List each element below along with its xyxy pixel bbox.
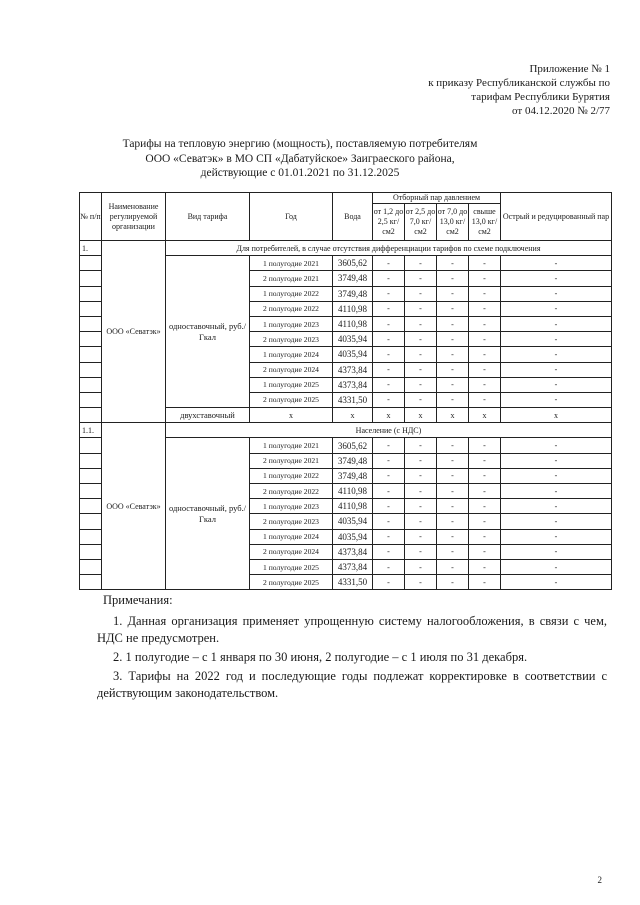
dash-cell: - xyxy=(437,468,469,483)
dash-cell: - xyxy=(405,559,437,574)
dash-cell: - xyxy=(501,347,612,362)
dash-cell: - xyxy=(469,484,501,499)
dash-cell: - xyxy=(501,256,612,271)
empty-num-cell xyxy=(80,362,102,377)
title-line-1: Тарифы на тепловую энергию (мощность), поставляемую потребителям xyxy=(122,138,478,150)
water-tariff-value: 4373,84 xyxy=(333,559,373,574)
dash-cell: - xyxy=(405,316,437,331)
empty-num-cell xyxy=(80,453,102,468)
x-cell: х xyxy=(373,408,405,423)
tariff-type: одноставочный, руб./Гкал xyxy=(166,256,250,408)
dash-cell: - xyxy=(405,377,437,392)
empty-num-cell xyxy=(80,468,102,483)
document-title xyxy=(100,137,500,181)
appendix-line-3: тарифам Республики Бурятия xyxy=(471,91,610,103)
period-cell: 1 полугодие 2025 xyxy=(250,559,333,574)
dash-cell: - xyxy=(469,316,501,331)
dash-cell: - xyxy=(501,271,612,286)
period-cell: 2 полугодие 2021 xyxy=(250,271,333,286)
dash-cell: - xyxy=(437,347,469,362)
note-1: 1. Данная организация применяет упрощенную систему налогообложения, в связи с чем, НДС не предусмотрен. xyxy=(97,614,607,645)
dash-cell: - xyxy=(373,362,405,377)
water-tariff-value: 4110,98 xyxy=(333,316,373,331)
dash-cell: - xyxy=(501,316,612,331)
dash-cell: - xyxy=(405,392,437,407)
period-cell: 2 полугодие 2024 xyxy=(250,544,333,559)
header-org: Наименование регулируемой организации xyxy=(102,193,166,241)
dash-cell: - xyxy=(405,529,437,544)
period-cell: 1 полугодие 2021 xyxy=(250,438,333,453)
dash-cell: - xyxy=(373,499,405,514)
water-tariff-value: 3749,48 xyxy=(333,286,373,301)
water-tariff-value: 4035,94 xyxy=(333,347,373,362)
dash-cell: - xyxy=(405,453,437,468)
dash-cell: - xyxy=(373,529,405,544)
dash-cell: - xyxy=(501,453,612,468)
dash-cell: - xyxy=(373,392,405,407)
dash-cell: - xyxy=(373,256,405,271)
dash-cell: - xyxy=(405,438,437,453)
water-tariff-value: 4331,50 xyxy=(333,575,373,590)
empty-num-cell xyxy=(80,484,102,499)
header-year: Год xyxy=(250,193,333,241)
empty-num-cell xyxy=(80,271,102,286)
empty-num-cell xyxy=(80,559,102,574)
period-cell: 1 полугодие 2025 xyxy=(250,377,333,392)
dash-cell: - xyxy=(501,438,612,453)
dash-cell: - xyxy=(437,514,469,529)
dash-cell: - xyxy=(437,575,469,590)
period-cell: 2 полугодие 2024 xyxy=(250,362,333,377)
empty-num-cell xyxy=(80,301,102,316)
period-cell: 2 полугодие 2023 xyxy=(250,514,333,529)
dash-cell: - xyxy=(373,332,405,347)
dash-cell: - xyxy=(501,392,612,407)
dash-cell: - xyxy=(373,438,405,453)
water-tariff-value: 3605,62 xyxy=(333,256,373,271)
empty-num-cell xyxy=(80,332,102,347)
empty-num-cell xyxy=(80,316,102,331)
dash-cell: - xyxy=(437,362,469,377)
empty-num-cell xyxy=(80,377,102,392)
period-cell: 1 полугодие 2023 xyxy=(250,316,333,331)
table-body xyxy=(80,241,612,590)
section-number: 1. xyxy=(80,241,102,256)
dash-cell: - xyxy=(373,377,405,392)
dash-cell: - xyxy=(469,271,501,286)
dash-cell: - xyxy=(373,559,405,574)
period-cell: 2 полугодие 2022 xyxy=(250,301,333,316)
dash-cell: - xyxy=(405,499,437,514)
water-tariff-value: 4373,84 xyxy=(333,377,373,392)
dash-cell: - xyxy=(437,559,469,574)
dash-cell: - xyxy=(501,377,612,392)
x-cell: х xyxy=(405,408,437,423)
header-type: Вид тарифа xyxy=(166,193,250,241)
dash-cell: - xyxy=(469,301,501,316)
header-pressure-2: от 2,5 до 7,0 кг/см2 xyxy=(405,204,437,241)
dash-cell: - xyxy=(437,453,469,468)
water-tariff-value: 3605,62 xyxy=(333,438,373,453)
dash-cell: - xyxy=(469,514,501,529)
organization-name: ООО «Севатэк» xyxy=(102,423,166,590)
period-cell: 1 полугодие 2022 xyxy=(250,286,333,301)
dash-cell: - xyxy=(469,392,501,407)
period-cell: 2 полугодие 2025 xyxy=(250,575,333,590)
period-cell: 1 полугодие 2023 xyxy=(250,499,333,514)
empty-num-cell xyxy=(80,256,102,271)
header-water: Вода xyxy=(333,193,373,241)
dash-cell: - xyxy=(437,316,469,331)
dash-cell: - xyxy=(405,468,437,483)
dash-cell: - xyxy=(405,362,437,377)
empty-num-cell xyxy=(80,408,102,423)
empty-num-cell xyxy=(80,499,102,514)
notes-heading: Примечания: xyxy=(103,593,173,607)
period-cell: 2 полугодие 2025 xyxy=(250,392,333,407)
period-cell: 1 полугодие 2022 xyxy=(250,468,333,483)
period-cell: 2 полугодие 2023 xyxy=(250,332,333,347)
appendix-reference xyxy=(428,62,610,118)
dash-cell: - xyxy=(501,301,612,316)
tariff-table xyxy=(79,192,612,590)
water-tariff-value: 4373,84 xyxy=(333,362,373,377)
empty-num-cell xyxy=(80,438,102,453)
dash-cell: - xyxy=(437,332,469,347)
dash-cell: - xyxy=(405,484,437,499)
section-title-row xyxy=(80,423,612,438)
water-tariff-value: 4035,94 xyxy=(333,514,373,529)
dash-cell: - xyxy=(501,559,612,574)
dash-cell: - xyxy=(405,544,437,559)
section-title-row xyxy=(80,241,612,256)
dash-cell: - xyxy=(469,544,501,559)
appendix-line-1: Приложение № 1 xyxy=(529,63,610,75)
empty-num-cell xyxy=(80,347,102,362)
dash-cell: - xyxy=(373,468,405,483)
two-rate-label: двухставочный xyxy=(166,408,250,423)
dash-cell: - xyxy=(469,362,501,377)
dash-cell: - xyxy=(501,514,612,529)
dash-cell: - xyxy=(405,256,437,271)
dash-cell: - xyxy=(501,468,612,483)
dash-cell: - xyxy=(373,453,405,468)
header-pressure-1: от 1,2 до 2,5 кг/см2 xyxy=(373,204,405,241)
header-sharp-steam: Острый и редуцированный пар xyxy=(501,193,612,241)
dash-cell: - xyxy=(405,347,437,362)
dash-cell: - xyxy=(469,559,501,574)
empty-num-cell xyxy=(80,392,102,407)
dash-cell: - xyxy=(437,286,469,301)
empty-num-cell xyxy=(80,514,102,529)
dash-cell: - xyxy=(469,499,501,514)
dash-cell: - xyxy=(405,286,437,301)
x-cell: х xyxy=(250,408,333,423)
dash-cell: - xyxy=(437,271,469,286)
dash-cell: - xyxy=(469,438,501,453)
dash-cell: - xyxy=(373,544,405,559)
tariff-type: одноставочный, руб./Гкал xyxy=(166,438,250,590)
dash-cell: - xyxy=(373,347,405,362)
dash-cell: - xyxy=(501,286,612,301)
page-number: 2 xyxy=(597,875,602,885)
dash-cell: - xyxy=(469,468,501,483)
title-line-3: действующие с 01.01.2021 по 31.12.2025 xyxy=(200,167,400,179)
empty-num-cell xyxy=(80,544,102,559)
header-pressure-4: свыше 13,0 кг/см2 xyxy=(469,204,501,241)
period-cell: 2 полугодие 2022 xyxy=(250,484,333,499)
dash-cell: - xyxy=(405,332,437,347)
section-title: Для потребителей, в случае отсутствия дифференциации тарифов по схеме подключения xyxy=(166,241,612,256)
dash-cell: - xyxy=(437,529,469,544)
dash-cell: - xyxy=(469,256,501,271)
water-tariff-value: 4110,98 xyxy=(333,484,373,499)
organization-name: ООО «Севатэк» xyxy=(102,241,166,423)
note-2: 2. 1 полугодие – с 1 января по 30 июня, 2 полугодие – с 1 июля по 31 декабря. xyxy=(113,650,528,664)
period-cell: 1 полугодие 2024 xyxy=(250,347,333,362)
dash-cell: - xyxy=(405,301,437,316)
dash-cell: - xyxy=(469,286,501,301)
dash-cell: - xyxy=(501,362,612,377)
x-cell: х xyxy=(437,408,469,423)
dash-cell: - xyxy=(437,256,469,271)
dash-cell: - xyxy=(437,301,469,316)
dash-cell: - xyxy=(501,575,612,590)
period-cell: 1 полугодие 2024 xyxy=(250,529,333,544)
dash-cell: - xyxy=(405,514,437,529)
dash-cell: - xyxy=(469,332,501,347)
empty-num-cell xyxy=(80,286,102,301)
dash-cell: - xyxy=(373,316,405,331)
water-tariff-value: 3749,48 xyxy=(333,468,373,483)
dash-cell: - xyxy=(501,484,612,499)
dash-cell: - xyxy=(373,514,405,529)
dash-cell: - xyxy=(437,438,469,453)
water-tariff-value: 4110,98 xyxy=(333,301,373,316)
header-steam: Отборный пар давлением xyxy=(373,193,501,204)
period-cell: 1 полугодие 2021 xyxy=(250,256,333,271)
dash-cell: - xyxy=(501,499,612,514)
water-tariff-value: 4035,94 xyxy=(333,332,373,347)
dash-cell: - xyxy=(501,529,612,544)
appendix-line-2: к приказу Республиканской службы по xyxy=(428,77,610,89)
dash-cell: - xyxy=(437,377,469,392)
empty-num-cell xyxy=(80,529,102,544)
dash-cell: - xyxy=(469,575,501,590)
note-3: 3. Тарифы на 2022 год и последующие годы подлежат корректировке в соответствии с действующим законодательством. xyxy=(97,669,607,700)
dash-cell: - xyxy=(469,453,501,468)
dash-cell: - xyxy=(437,484,469,499)
appendix-line-4: от 04.12.2020 № 2/77 xyxy=(512,105,610,117)
water-tariff-value: 4373,84 xyxy=(333,544,373,559)
dash-cell: - xyxy=(469,377,501,392)
dash-cell: - xyxy=(373,301,405,316)
dash-cell: - xyxy=(437,392,469,407)
water-tariff-value: 4035,94 xyxy=(333,529,373,544)
water-tariff-value: 4331,50 xyxy=(333,392,373,407)
section-number: 1.1. xyxy=(80,423,102,438)
dash-cell: - xyxy=(373,575,405,590)
dash-cell: - xyxy=(501,332,612,347)
water-tariff-value: 4110,98 xyxy=(333,499,373,514)
section-title: Население (с НДС) xyxy=(166,423,612,438)
dash-cell: - xyxy=(373,286,405,301)
dash-cell: - xyxy=(373,271,405,286)
water-tariff-value: 3749,48 xyxy=(333,271,373,286)
dash-cell: - xyxy=(501,544,612,559)
header-pressure-3: от 7,0 до 13,0 кг/см2 xyxy=(437,204,469,241)
dash-cell: - xyxy=(469,529,501,544)
period-cell: 2 полугодие 2021 xyxy=(250,453,333,468)
title-line-2: ООО «Севатэк» в МО СП «Дабатуйское» Заиграеского района, xyxy=(145,152,455,165)
x-cell: х xyxy=(469,408,501,423)
x-cell: х xyxy=(501,408,612,423)
dash-cell: - xyxy=(405,575,437,590)
notes xyxy=(97,592,607,702)
water-tariff-value: 3749,48 xyxy=(333,453,373,468)
dash-cell: - xyxy=(405,271,437,286)
x-cell: х xyxy=(333,408,373,423)
dash-cell: - xyxy=(373,484,405,499)
dash-cell: - xyxy=(437,544,469,559)
empty-num-cell xyxy=(80,575,102,590)
dash-cell: - xyxy=(469,347,501,362)
header-num: № п/п xyxy=(80,193,102,241)
dash-cell: - xyxy=(437,499,469,514)
